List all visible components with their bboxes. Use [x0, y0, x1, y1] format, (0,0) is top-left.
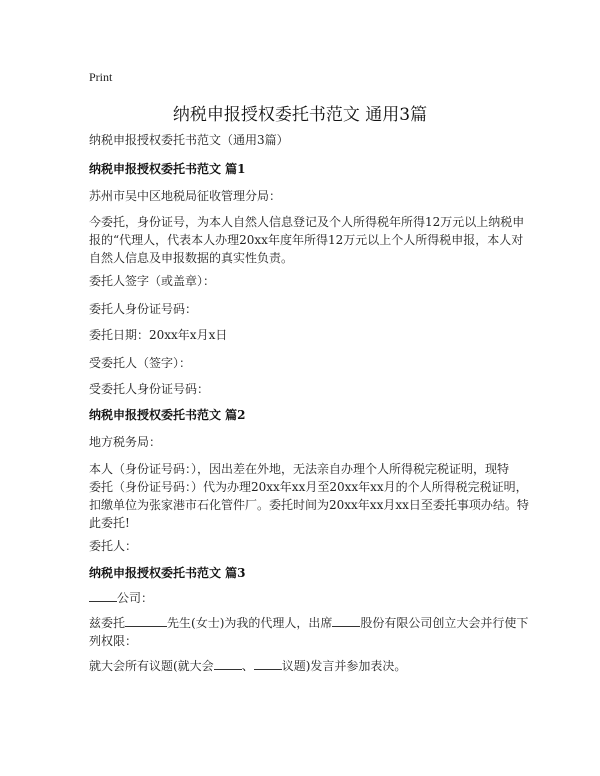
section-3-addressee: [89, 589, 153, 607]
company-name-blank: [332, 614, 360, 627]
agent-id-field: 受委托人身份证号码：: [89, 382, 210, 396]
section-1-addressee: 苏州市吴中区地税局征收管理分局：: [89, 189, 282, 203]
text-fragment: 、: [241, 659, 254, 673]
commission-date: 委托日期：20xx年x月x日: [89, 328, 228, 342]
text-fragment: 股份有限公司创立大会并行使下: [360, 616, 529, 630]
text-fragment: 就大会所有议题(就大会: [89, 659, 214, 673]
agenda-blank: [214, 657, 242, 670]
section-1-body-line: 自然人信息及申报数据的真实性负责。: [89, 251, 294, 265]
agenda-blank: [254, 657, 282, 670]
agent-signature-field: 受委托人（签字）：: [89, 356, 192, 370]
principal-id-field: 委托人身份证号码：: [89, 302, 198, 316]
section-2-body-line: 本人（身份证号码：），因出差在外地，无法亲自办理个人所得税完税证明，现特: [89, 462, 510, 476]
section-2-body-line: 此委托!: [89, 516, 130, 530]
section-2-heading: 纳税申报授权委托书范文 篇2: [89, 408, 246, 422]
section-1-heading: 纳税申报授权委托书范文 篇1: [89, 162, 246, 176]
text-fragment: 议题)发言并参加表决。: [281, 659, 407, 673]
company-blank: [89, 589, 117, 602]
section-3-body-line: [89, 657, 406, 675]
section-3-body-line: [89, 614, 528, 632]
section-1-body-line: 报的“代理人，代表本人办理20xx年度年所得12万元以上个人所得税申报，本人对: [89, 233, 524, 247]
print-link[interactable]: Print: [89, 70, 113, 84]
section-1-body-line: 今委托，身份证号，为本人自然人信息登记及个人所得税年所得12万元以上纳税申: [89, 215, 525, 229]
section-3-body-line: 列权限：: [89, 634, 138, 648]
text-fragment: 先生(女士)为我的代理人，出席: [167, 616, 333, 630]
section-2-body-line: 扣缴单位为张家港市石化管件厂。委托时间为20xx年xx月xx日至委托事项办结。特: [89, 498, 529, 512]
principal-signature-field: 委托人签字（或盖章）：: [89, 274, 216, 288]
addressee-suffix: 公司：: [117, 591, 154, 605]
text-fragment: 兹委托: [89, 616, 126, 630]
document-subtitle: 纳税申报授权委托书范文（通用3篇）: [89, 133, 289, 147]
section-2-addressee: 地方税务局：: [89, 435, 162, 449]
section-2-principal: 委托人：: [89, 539, 138, 553]
page-title: 纳税申报授权委托书范文 通用3篇: [172, 105, 428, 125]
section-3-heading: 纳税申报授权委托书范文 篇3: [89, 566, 246, 580]
agent-name-blank: [125, 614, 167, 627]
section-2-body-line: 委托（身份证号码：）代为办理20xx年xx月至20xx年xx月的个人所得税完税证明，: [89, 480, 528, 494]
